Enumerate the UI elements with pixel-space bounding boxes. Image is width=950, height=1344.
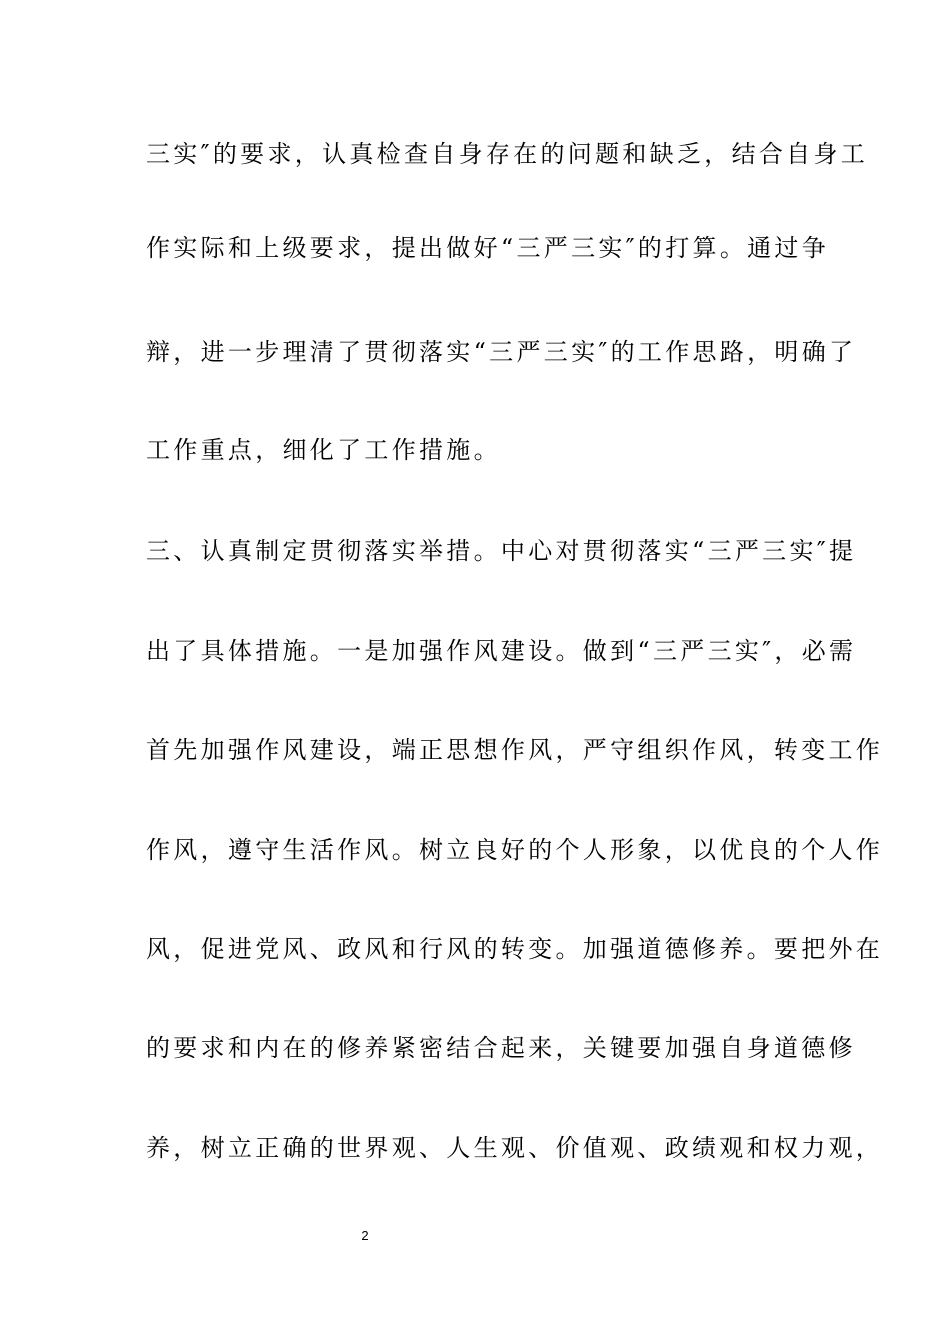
body-text-line: 三实″的要求，认真检查自身存在的问题和缺乏，结合自身工 [146,140,869,168]
body-text-line: 三、认真制定贯彻落实举措。中心对贯彻落实“三严三实″提 [146,537,857,565]
body-text-line: 的要求和内在的修养紧密结合起来，关键要加强自身道德修 [146,1034,856,1062]
body-text-line: 风，促进党风、政风和行风的转变。加强道德修养。要把外在 [146,935,884,963]
body-text-line: 出了具体措施。一是加强作风建设。做到“三严三实″，必需 [146,637,857,665]
body-text-line: 养，树立正确的世界观、人生观、价值观、政绩观和权力观， [146,1134,884,1162]
body-text-line: 工作重点，细化了工作措施。 [146,436,501,464]
body-text-line: 首先加强作风建设，端正思想作风，严守组织作风，转变工作 [146,736,884,764]
body-text-line: 辩，进一步理清了贯彻落实“三严三实″的工作思路，明确了 [146,338,857,366]
body-text-line: 作实际和上级要求，提出做好“三严三实″的打算。通过争 [146,234,830,262]
body-text-line: 作风，遵守生活作风。树立良好的个人形象，以优良的个人作 [146,836,884,864]
page-number: 2 [361,1228,369,1243]
